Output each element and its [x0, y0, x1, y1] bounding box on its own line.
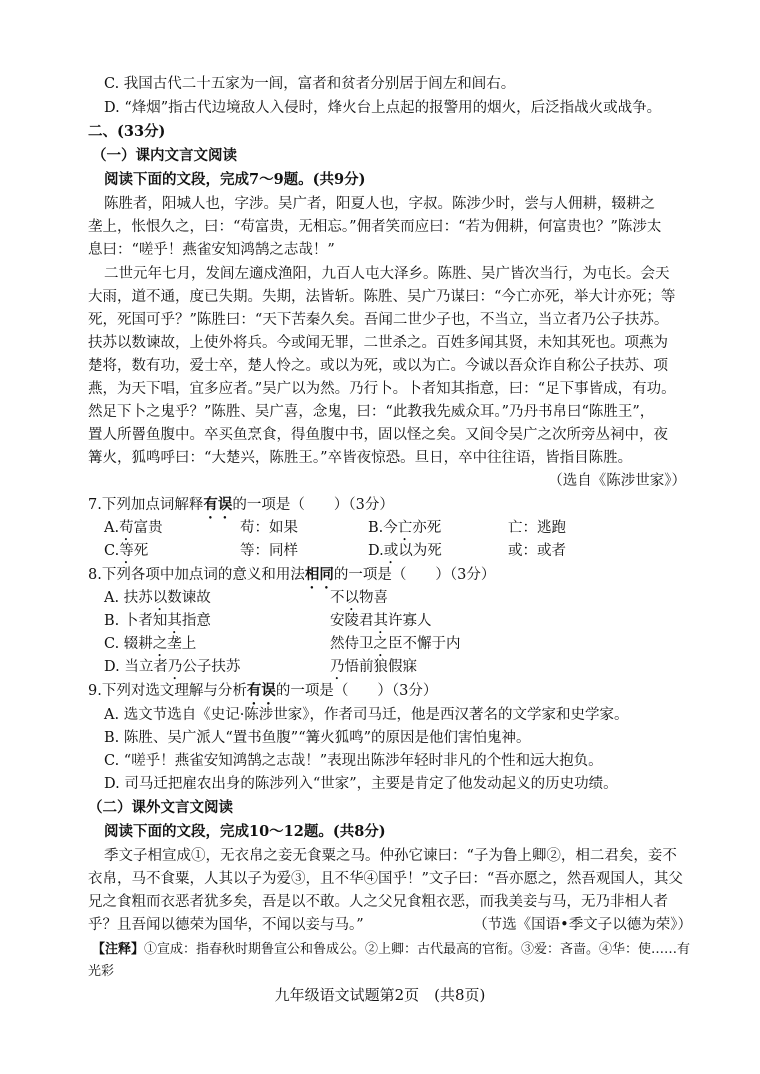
passage1-line: 篝火，狐鸣呼曰：“大楚兴，陈胜王。”卒皆夜惊恐。旦日，卒中往往语，皆指目陈胜。 [88, 450, 633, 466]
source-note: （节选《国语•季文子以德为荣》） [473, 917, 692, 933]
page-footer: 九年级语文试题第2页 (共8页) [274, 986, 486, 1004]
q8-option-a-compare: 不以物喜 [330, 590, 388, 606]
q8-option-b-compare: 安陵君其许寡人 [330, 613, 432, 629]
q8-option-d[interactable]: D. 当立者乃公子扶苏 [104, 659, 241, 675]
passage1-line: 垄上，怅恨久之，曰：“苟富贵，无相忘。”佣者笑而应曰：“若为佣耕，何富贵也？”陈涉太 [88, 219, 662, 235]
q8-option-c[interactable]: C. 辍耕之垄上 [104, 636, 197, 652]
option-d-text: D. “烽烟”指古代边境敌人入侵时，烽火台上点起的报警用的烟火，后泛指战火或战争。 [104, 100, 662, 116]
passage2-line: 兄之食粗而衣恶者犹多矣，吾是以不敢。人之父兄食粗衣恶，而我美妾与马，无乃非相人者 [88, 894, 668, 910]
passage1-line: 燕，为天下唱，宜多应者。”吴广以为然。乃行卜。卜者知其指意，曰：“足下事皆成，有功。 [88, 381, 676, 397]
part2-heading: （二）课外文言文阅读 [88, 799, 233, 816]
source-note: （选自《陈涉世家》） [548, 473, 686, 489]
q7-option-c-gloss: 等：同样 [240, 543, 298, 559]
q9-option-b[interactable]: B. 陈胜、吴广派人“置书鱼腹”“篝火狐鸣”的原因是他们害怕鬼神。 [104, 730, 531, 746]
passage1-line: 然足下卜之鬼乎？”陈胜、吴广喜，念鬼，曰：“此教我先威众耳。”乃丹书帛曰“陈胜王”， [88, 404, 655, 420]
passage2-line: 乎？且吾闻以德荣为国华，不闻以妾与马。” [88, 917, 364, 933]
passage1-line: 置人所罾鱼腹中。卒买鱼烹食，得鱼腹中书，固以怪之矣。又间令吴广之次所旁丛祠中，夜 [88, 427, 668, 443]
passage1-line: 死，死国可乎？”陈胜曰：“天下苦秦久矣。吾闻二世少子也，不当立，当立者乃公子扶苏。 [88, 312, 669, 328]
question-8-stem: 8.下列各项中加点词的意义和用法相同的一项是（ ）（3分） [88, 566, 496, 583]
passage1-line: 二世元年七月，发闾左適戍渔阳，九百人屯大泽乡。陈胜、吴广皆次当行，为屯长。会天 [104, 266, 670, 282]
q7-option-c[interactable]: C.等死 [104, 543, 149, 559]
passage2-line: 季文子相宣成①，无衣帛之妾无食粟之马。仲孙它谏曰：“子为鲁上卿②，相二君矣，妾不 [104, 848, 677, 864]
q7-option-a[interactable]: A.苟富贵 [104, 520, 163, 536]
option-c-text: C. 我国古代二十五家为一闾，富者和贫者分别居于闾左和闾右。 [104, 76, 516, 92]
annotation-notes: 【注释】①宣成：指春秋时期鲁宣公和鲁成公。②上卿：古代最高的官衔。③爱：吝啬。④华：使……有 [92, 942, 691, 957]
q7-option-b-gloss: 亡：逃跑 [508, 520, 566, 536]
question-7-stem: 7.下列加点词解释有误的一项是（ ）（3分） [88, 496, 394, 513]
q8-option-c-compare: 然侍卫之臣不懈于内 [330, 636, 461, 652]
passage1-line: 扶苏以数谏故，上使外将兵。今或闻无罪，二世杀之。百姓多闻其贤，未知其死也。项燕为 [88, 335, 668, 351]
q7-option-d-gloss: 或：或者 [508, 543, 566, 559]
part1-instruction: 阅读下面的文段，完成7～9题。(共9分) [104, 171, 366, 188]
q9-option-d[interactable]: D. 司马迁把雇农出身的陈涉列入“世家”，主要是肯定了他发动起义的历史功绩。 [104, 776, 618, 792]
part1-heading: （一）课内文言文阅读 [92, 147, 237, 164]
passage1-line: 大雨，道不通，度已失期。失期，法皆斩。陈胜、吴广乃谋曰：“今亡亦死，举大计亦死；等 [88, 289, 676, 305]
q8-option-a[interactable]: A. 扶苏以数谏故 [104, 590, 211, 606]
q7-option-a-gloss: 苟：如果 [240, 520, 298, 536]
q8-option-b[interactable]: B. 卜者知其指意 [104, 613, 211, 629]
passage1-line: 楚将，数有功，爱士卒，楚人怜之。或以为死，或以为亡。今诚以吾众诈自称公子扶苏、项 [88, 358, 668, 374]
q7-option-b[interactable]: B.今亡亦死 [368, 520, 442, 536]
question-9-stem: 9.下列对选文理解与分析有误的一项是（ ）（3分） [88, 682, 438, 699]
q7-option-d[interactable]: D.或以为死 [368, 543, 442, 559]
part2-instruction: 阅读下面的文段，完成10～12题。(共8分) [104, 823, 386, 840]
annotation-notes-cont: 光彩 [88, 964, 115, 979]
q9-option-c[interactable]: C. “嗟乎！燕雀安知鸿鹄之志哉！”表现出陈涉年轻时非凡的个性和远大抱负。 [104, 753, 603, 769]
passage1-line: 息曰：“嗟乎！燕雀安知鸿鹄之志哉！” [88, 242, 335, 258]
q9-option-a[interactable]: A. 选文节选自《史记·陈涉世家》，作者司马迁，他是西汉著名的文学家和史学家。 [104, 707, 629, 723]
passage1-line: 陈胜者，阳城人也，字涉。吴广者，阳夏人也，字叔。陈涉少时，尝与人佣耕，辍耕之 [104, 196, 655, 212]
q8-option-d-compare: 乃悟前狼假寐 [330, 659, 417, 675]
section-heading: 二、(33分) [88, 123, 166, 140]
passage2-line: 衣帛，马不食粟，人其以子为爱③，且不华④国乎！”文子曰：“吾亦愿之，然吾观国人，其父 [88, 871, 683, 887]
